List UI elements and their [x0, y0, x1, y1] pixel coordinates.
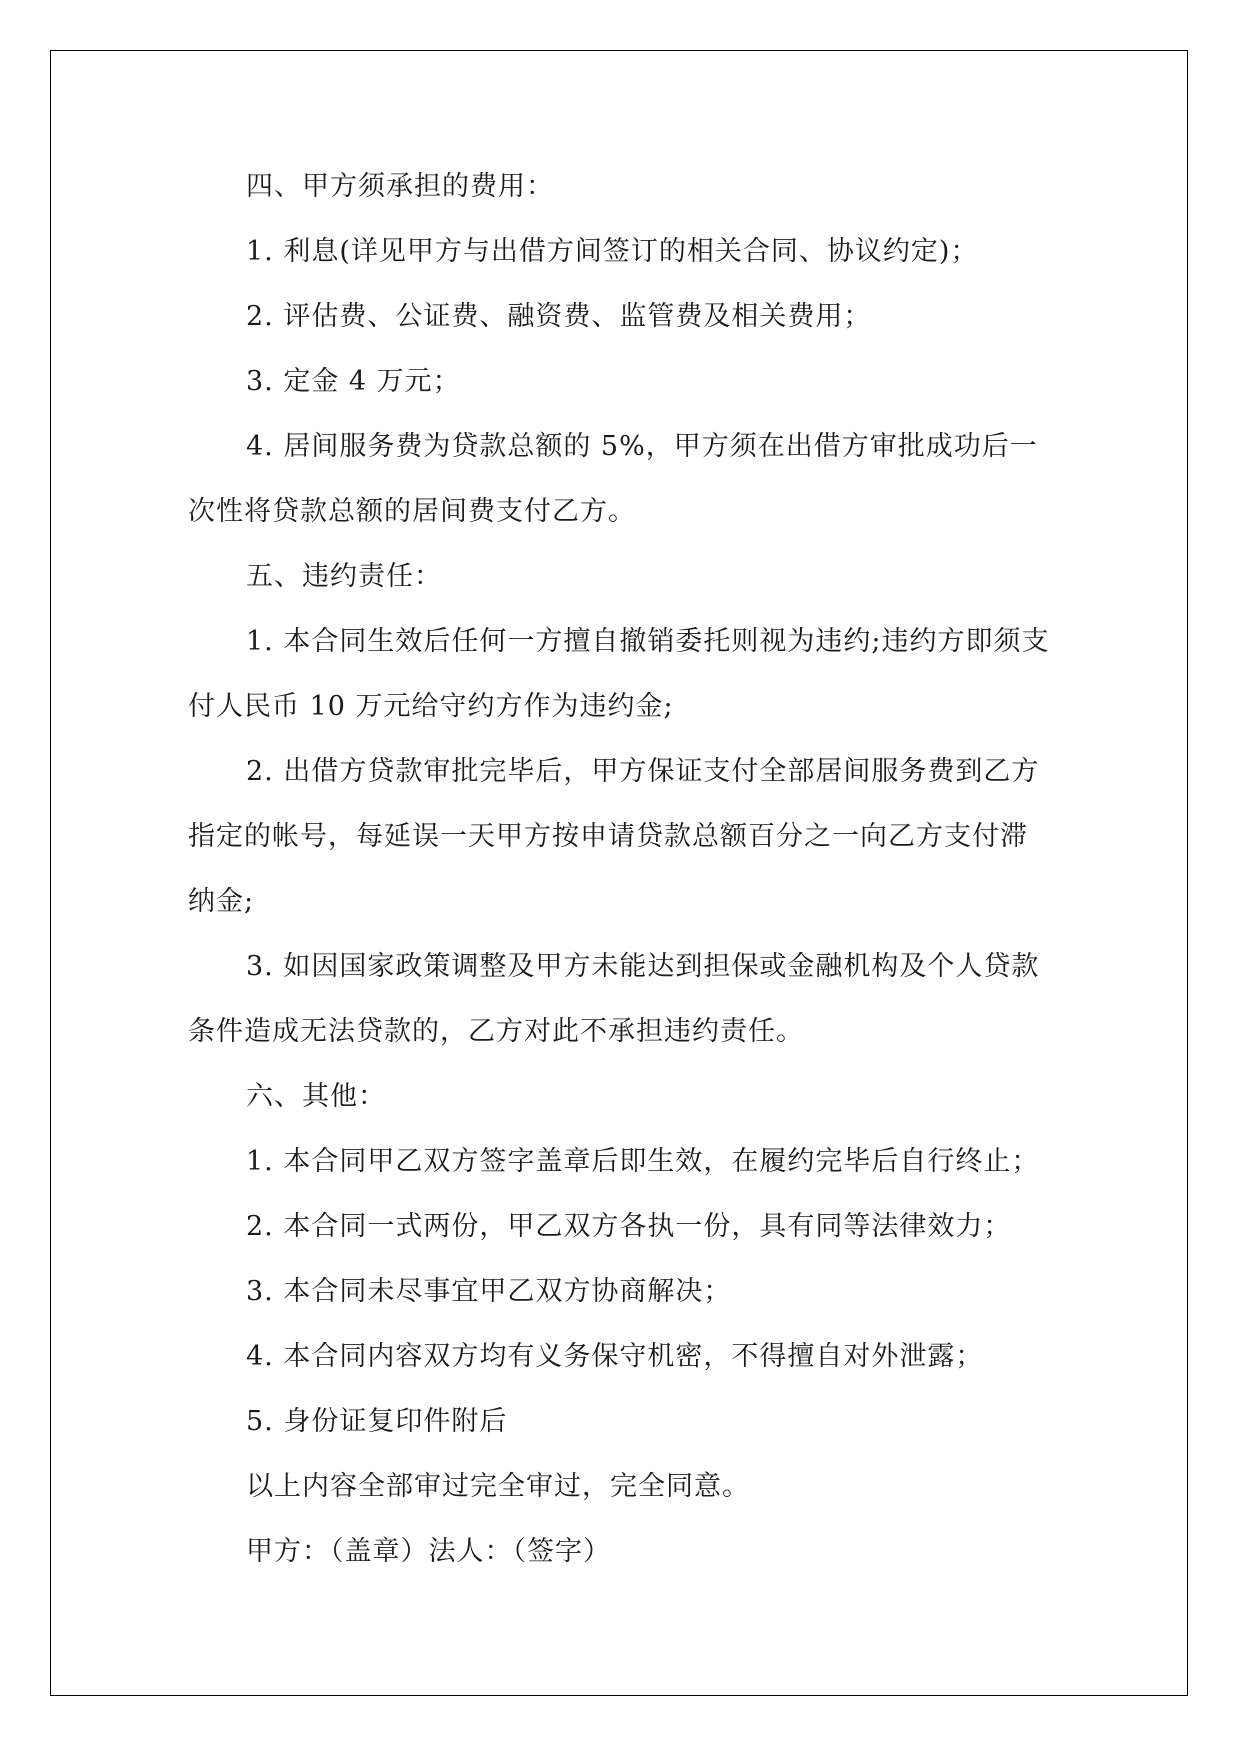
paragraph: 3. 本合同未尽事宜甲乙双方协商解决； — [246, 1276, 732, 1307]
paragraph: 4. 本合同内容双方均有义务保守机密，不得擅自对外泄露； — [246, 1341, 984, 1372]
agreement-statement: 以上内容全部审过完全审过，完全同意。 — [246, 1471, 750, 1502]
paragraph: 2. 本合同一式两份，甲乙双方各执一份，具有同等法律效力； — [246, 1211, 1012, 1242]
section-heading-liability: 五、违约责任： — [246, 561, 442, 592]
paragraph: 1. 本合同甲乙双方签字盖章后即生效，在履约完毕后自行终止； — [246, 1146, 1040, 1177]
document-body — [188, 154, 1050, 1584]
section-heading-other: 六、其他： — [246, 1081, 386, 1112]
paragraph: 3. 如因国家政策调整及甲方未能达到担保或金融机构及个人贷款条件造成无法贷款的，乙方对此不承担违约责任。 — [188, 951, 1040, 1047]
signature-line: 甲方：（盖章）法人：（签字） — [246, 1536, 611, 1567]
paragraph: 2. 评估费、公证费、融资费、监管费及相关费用； — [246, 301, 872, 332]
section-heading-fees: 四、甲方须承担的费用： — [246, 171, 554, 202]
paragraph: 1. 利息(详见甲方与出借方间签订的相关合同、协议约定)； — [246, 236, 979, 267]
paragraph: 3. 定金 4 万元； — [246, 366, 461, 397]
paragraph: 2. 出借方贷款审批完毕后，甲方保证支付全部居间服务费到乙方指定的帐号，每延误一天甲方按申请贷款总额百分之一向乙方支付滞纳金; — [188, 756, 1040, 917]
paragraph: 5. 身份证复印件附后 — [246, 1406, 508, 1437]
paragraph: 4. 居间服务费为贷款总额的 5%，甲方须在出借方审批成功后一次性将贷款总额的居间费支付乙方。 — [188, 431, 1038, 527]
paragraph: 1. 本合同生效后任何一方擅自撤销委托则视为违约;违约方即须支付人民币 10 万元给守约方作为违约金; — [188, 626, 1050, 722]
